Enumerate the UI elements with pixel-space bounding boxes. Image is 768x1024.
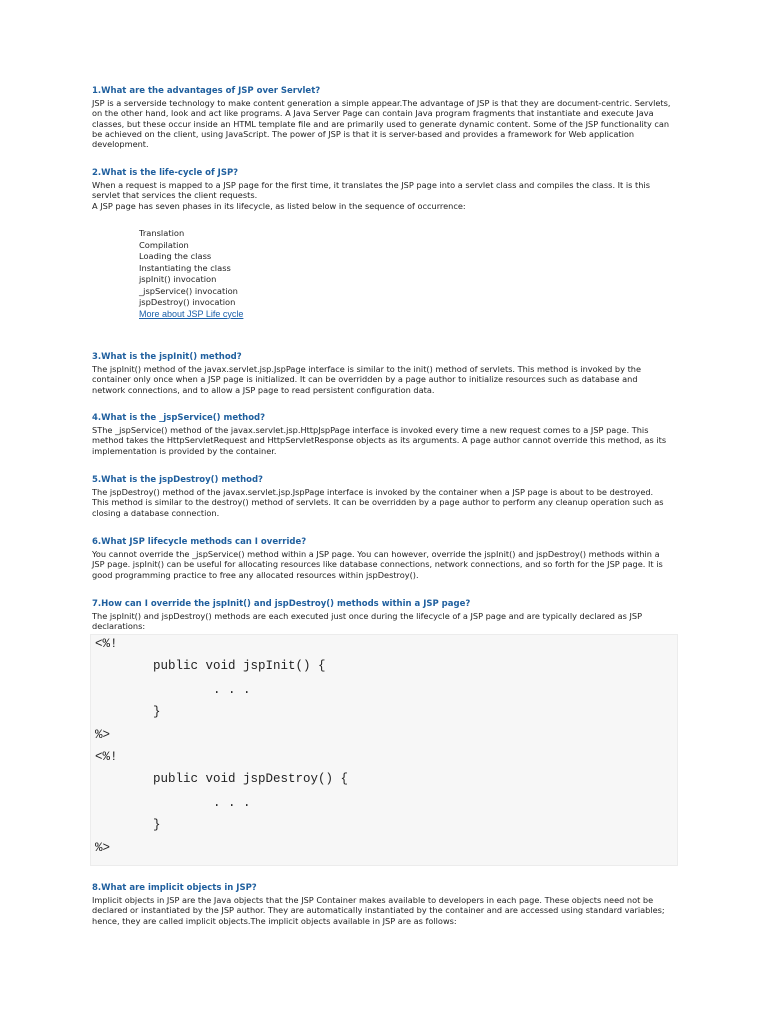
- question-2: [92, 168, 672, 211]
- question-5-answer: The jspDestroy() method of the javax.servlet.jsp.JspPage interface is invoked by the container when a JSP page is about to be destroyed. This method is similar to the destroy() method of servlets. It can be overridden by a page author to perform any cleanup operation such as closing a database connection.: [92, 487, 664, 518]
- question-4-answer: SThe _jspService() method of the javax.servlet.jsp.HttpJspPage interface is invoked every time a new request comes to a JSP page. This method takes the HttpServletRequest and HttpServletResponse objects as its arguments. A page author cannot override this method, as its implementation is provided by the container.: [92, 425, 667, 456]
- list-item: Instantiating the class: [139, 262, 231, 273]
- question-7-answer: The jspInit() and jspDestroy() methods are each executed just once during the lifecycle of a JSP page and are typically declared as JSP declarations:: [92, 611, 643, 632]
- code-line: %>: [95, 728, 111, 742]
- question-1-title: 1.What are the advantages of JSP over Servlet?: [92, 86, 321, 96]
- question-1-answer: JSP is a serverside technology to make content generation a simple appear.The advantage of JSP is that they are document-centric. Servlets, on the other hand, look and act like programs. A Java Server Page can contain Java program fragments that instantiate and execute Java classes, but these occur inside an HTML template file and are primarily used to generate dynamic content. Some of the JSP functionality can be achieved on the client, using JavaScript. The power of JSP is that it is server-based and provides a framework for Web application development.: [92, 98, 671, 150]
- question-8-title: 8.What are implicit objects in JSP?: [92, 883, 257, 893]
- list-item: Loading the class: [139, 251, 212, 261]
- question-8: [92, 883, 672, 926]
- question-7-title: 7.How can I override the jspInit() and jspDestroy() methods within a JSP page?: [92, 599, 471, 609]
- question-2-answer: When a request is mapped to a JSP page for the first time, it translates the JSP page into a servlet class and compiles the class. It is this servlet that services the client requests.: [92, 180, 650, 201]
- code-line: <%!: [95, 637, 118, 651]
- code-block: [90, 634, 678, 866]
- question-2-answer-phases-intro: A JSP page has seven phases in its lifecycle, as listed below in the sequence of occurrence:: [92, 200, 466, 211]
- list-item: _jspService() invocation: [139, 285, 238, 296]
- question-5-title: 5.What is the jspDestroy() method?: [92, 475, 263, 485]
- list-item: jspInit() invocation: [139, 274, 217, 284]
- question-3-title: 3.What is the jspInit() method?: [92, 352, 242, 362]
- question-4: [92, 413, 672, 456]
- code-line: }: [153, 818, 161, 832]
- code-line: }: [153, 705, 161, 719]
- jsp-lifecycle-link[interactable]: More about JSP Life cycle: [139, 308, 244, 319]
- code-line: . . .: [213, 796, 251, 810]
- code-line: public void jspDestroy() {: [153, 772, 349, 786]
- question-8-answer: Implicit objects in JSP are the Java objects that the JSP Container makes available to developers in each page. These objects need not be declared or instantiated by the JSP author. They are automatically instantiated by the container and are accessed using standard variables; hence, they are called implicit objects.The implicit objects available in JSP are as follows:: [92, 895, 665, 926]
- question-3-answer: The jspInit() method of the javax.servlet.jsp.JspPage interface is similar to the init() method of servlets. This method is invoked by the container only once when a JSP page is initialized. It can be overridden by a page author to initialize resources such as database and network connections, and to allow a JSP page to read persistent configuration data.: [92, 364, 642, 395]
- code-line: <%!: [95, 750, 118, 764]
- question-1: [92, 86, 672, 149]
- code-line: %>: [95, 841, 111, 855]
- question-6-answer: You cannot override the _jspService() method within a JSP page. You can however, override the jspInit() and jspDestroy() methods within a JSP page. jspInit() can be useful for allocating resources like database connections, network connections, and so forth for the JSP page. It is good programming practice to free any allocated resources within jspDestroy().: [92, 549, 663, 580]
- list-item: jspDestroy() invocation: [139, 297, 236, 307]
- list-item: Compilation: [139, 239, 189, 250]
- question-7: [92, 599, 672, 632]
- question-4-title: 4.What is the _jspService() method?: [92, 413, 266, 423]
- code-line: public void jspInit() {: [153, 659, 326, 673]
- lifecycle-phase-list: [139, 228, 243, 320]
- question-2-title: 2.What is the life-cycle of JSP?: [92, 168, 239, 178]
- code-line: . . .: [213, 683, 251, 697]
- question-3: [92, 352, 672, 395]
- question-6-title: 6.What JSP lifecycle methods can I override?: [92, 537, 307, 547]
- question-6: [92, 537, 672, 580]
- list-item: Translation: [139, 228, 185, 238]
- question-5: [92, 475, 672, 518]
